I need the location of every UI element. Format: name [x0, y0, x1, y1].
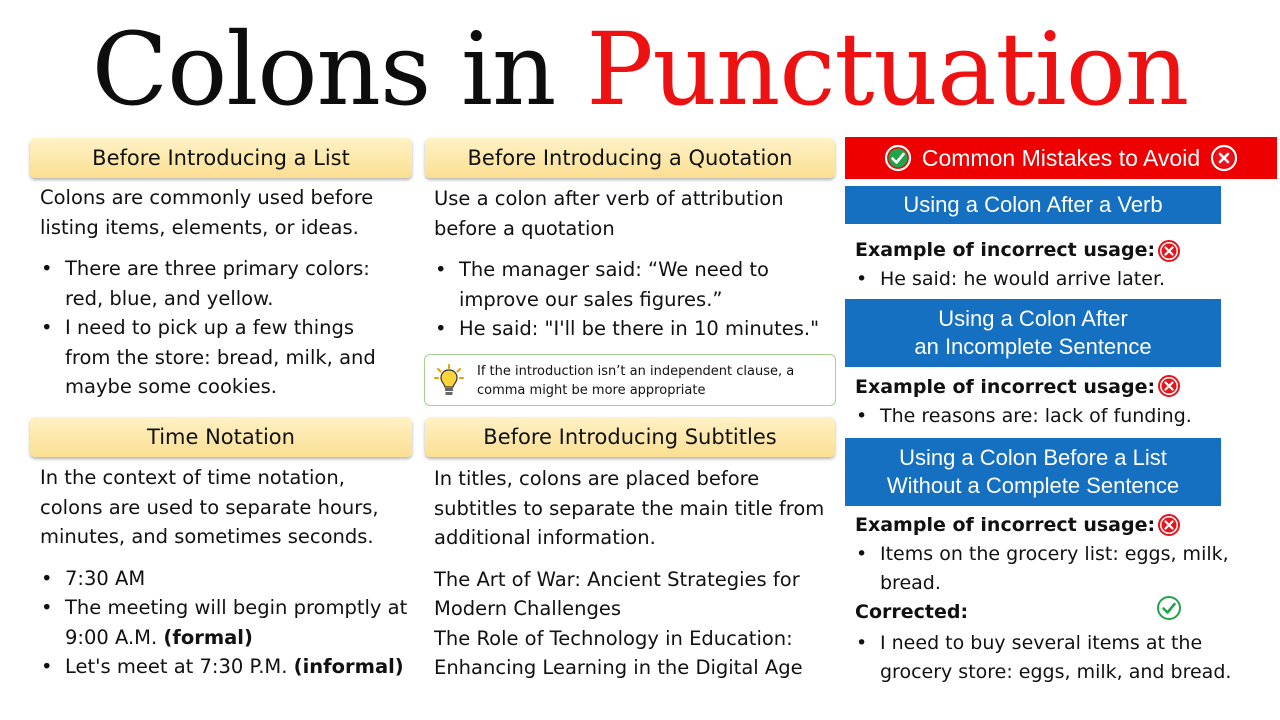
title-word-colons: Colons in [91, 11, 556, 128]
list-section-intro: Colons are commonly used before listing items, elements, or ideas. [40, 186, 374, 239]
quotation-section-body [434, 184, 834, 344]
tip-box [424, 354, 836, 406]
quotation-bullet: • The manager said: “We need to improve our sales figures.” [434, 255, 834, 314]
x-circle-icon [1210, 144, 1238, 172]
mistake-title-line: Using a Colon Before a List [899, 445, 1167, 470]
corrected-example: • I need to buy several items at the grocery store: eggs, milk, and bread. [855, 629, 1260, 687]
time-bullet-bold: (informal) [293, 655, 404, 678]
x-circle-icon [1157, 239, 1181, 263]
quotation-section-header: Before Introducing a Quotation [425, 138, 835, 178]
incorrect-example: • Items on the grocery list: eggs, milk, bread. [855, 540, 1245, 598]
list-bullet: • I need to pick up a few things from the store: bread, milk, and maybe some cookies. [40, 313, 400, 402]
time-bullet-text: 7:30 AM [65, 566, 146, 590]
time-section-body [40, 463, 410, 682]
mistake-title-line: an Incomplete Sentence [914, 334, 1152, 359]
check-circle-icon [1156, 595, 1182, 621]
time-bullet [40, 564, 410, 594]
time-bullet [40, 652, 410, 682]
time-section-header: Time Notation [30, 417, 412, 457]
page-title [0, 11, 1280, 128]
corrected-label: Corrected: [855, 601, 969, 623]
list-section-header: Before Introducing a List [30, 138, 412, 178]
x-circle-icon [1157, 513, 1181, 537]
time-section-intro: In the context of time notation, colons are used to separate hours, minutes, and sometimes seconds. [40, 466, 379, 548]
subtitle-example: The Role of Technology in Education: Enhancing Learning in the Digital Age [434, 626, 803, 679]
mistake-title-list-without-sentence [845, 438, 1221, 506]
lightbulb-icon [434, 364, 464, 398]
time-bullet-text: Let's meet at 7:30 P.M. [65, 655, 288, 678]
mistake-title-verb [845, 186, 1221, 224]
mistake-title-incomplete-sentence [845, 299, 1221, 367]
time-bullet [40, 593, 410, 652]
check-circle-icon [884, 144, 912, 172]
subtitles-section-body [434, 464, 834, 683]
mistake-title-line: Using a Colon After [938, 306, 1128, 331]
common-mistakes-title: Common Mistakes to Avoid [921, 144, 1201, 171]
incorrect-example: • He said: he would arrive later. [855, 265, 1275, 294]
list-bullet: • There are three primary colors: red, blue, and yellow. [40, 254, 400, 313]
common-mistakes-header [845, 137, 1277, 179]
x-circle-icon [1157, 374, 1181, 398]
time-bullet-bold: (formal) [163, 625, 253, 649]
incorrect-example: • The reasons are: lack of funding. [855, 402, 1275, 431]
quotation-bullet: • He said: "I'll be there in 10 minutes." [434, 314, 834, 344]
incorrect-usage-label: Example of incorrect usage: [855, 376, 1156, 398]
subtitles-section-header: Before Introducing Subtitles [425, 417, 835, 457]
time-bullet-text: The meeting will begin promptly at 9:00 A.M. [65, 596, 408, 649]
incorrect-usage-label: Example of incorrect usage: [855, 239, 1156, 261]
title-word-punctuation: Punctuation [586, 11, 1189, 128]
subtitle-example: The Art of War: Ancient Strategies for Modern Challenges [434, 567, 800, 620]
mistake-title-text: Using a Colon After a Verb [903, 192, 1163, 217]
list-section-body [40, 183, 400, 402]
subtitles-section-intro: In titles, colons are placed before subtitles to separate the main title from additional information. [434, 467, 825, 549]
incorrect-usage-label: Example of incorrect usage: [855, 514, 1156, 536]
mistake-title-line: Without a Complete Sentence [886, 473, 1180, 498]
tip-text: If the introduction isn’t an independent clause, a comma might be more appropriate [477, 364, 795, 398]
quotation-section-intro: Use a colon after verb of attribution before a quotation [434, 187, 784, 240]
